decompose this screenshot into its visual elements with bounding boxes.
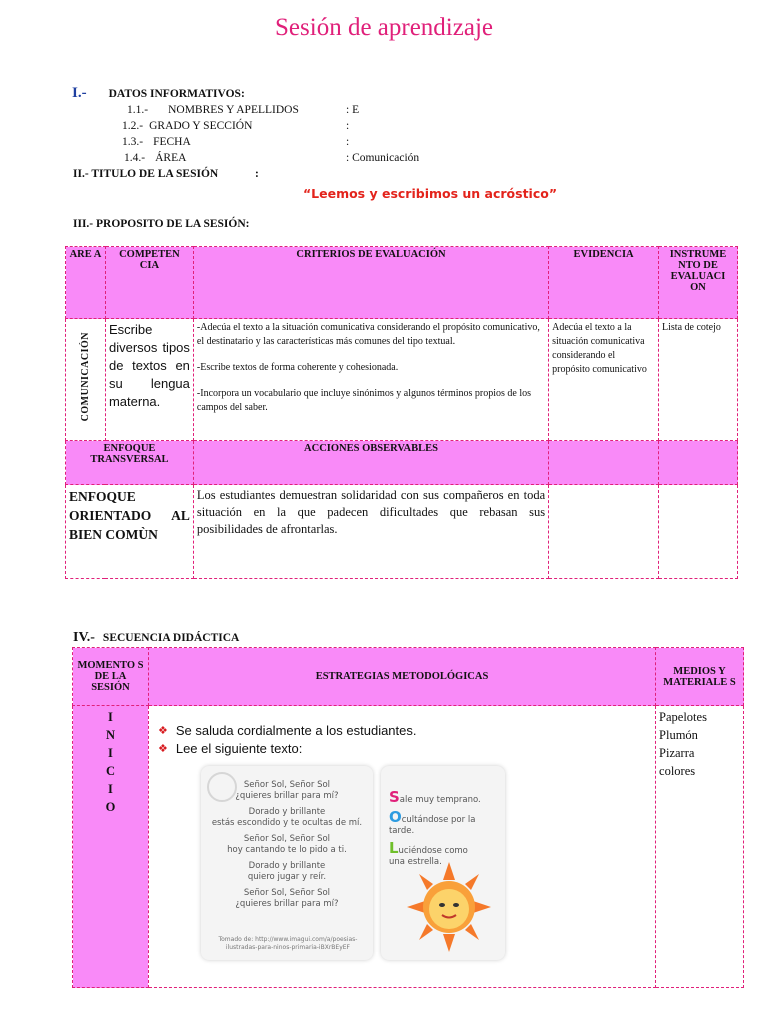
area-cell bbox=[66, 319, 106, 441]
titulo-label: II.- TITULO DE LA SESIÓN bbox=[73, 168, 219, 180]
header-acciones: ACCIONES OBSERVABLES bbox=[193, 441, 548, 485]
area-value: COMUNICACIÓN bbox=[79, 332, 91, 422]
materiales-cell bbox=[656, 706, 744, 988]
diamond-bullet-icon: ❖ bbox=[157, 743, 168, 755]
header-medios: MEDIOS Y MATERIALE S bbox=[656, 648, 744, 706]
header-competencia: COMPETEN CIA bbox=[105, 247, 193, 319]
criterios-cell bbox=[193, 319, 548, 441]
datos-item-grado: 1.2.- GRADO Y SECCIÓN bbox=[122, 120, 253, 132]
secuencia-heading-num: IV.- bbox=[73, 630, 95, 645]
datos-value-grado: : bbox=[346, 120, 350, 132]
material-item: colores bbox=[659, 764, 696, 778]
secuencia-table bbox=[72, 647, 744, 988]
header-enfoque: ENFOQUE TRANSVERSAL bbox=[66, 441, 194, 485]
page-title: Sesión de aprendizaje bbox=[275, 14, 493, 41]
datos-heading-label: DATOS INFORMATIVOS: bbox=[108, 88, 245, 100]
datos-item-fecha: 1.3.- FECHA bbox=[122, 136, 191, 148]
datos-value-area: : Comunicación bbox=[346, 152, 420, 164]
poem-card bbox=[201, 766, 373, 960]
datos-value-fecha: : bbox=[346, 136, 350, 148]
session-title: “Leemos y escribimos un acróstico” bbox=[302, 186, 558, 201]
criterio-1: -Adecúa el texto a la situación comunicativa considerando el propósito comunicativo, el destinatario y las características más comunes del tipo textual. bbox=[196, 322, 540, 347]
blank-cell-2 bbox=[659, 485, 738, 579]
diamond-bullet-icon: ❖ bbox=[157, 725, 168, 737]
header-instrumento: INSTRUME NTO DE EVALUACI ON bbox=[659, 247, 738, 319]
poem-credit: Tomado de: http://www.imagui.com/a/poesias-ilustradas-para-ninos-primaria-iBXrBEyEF bbox=[218, 936, 358, 951]
poem-text: Señor Sol, Señor Sol ¿quieres brillar para mí? Dorado y brillante estás escondido y te ocultas de mí. Señor Sol, Señor Sol hoy cantando te lo pido a ti. Dorado y brillante quiero jugar y reír. Señor Sol, Señor Sol ¿quieres brillar para mí? bbox=[211, 780, 363, 909]
competencia-value: Escribe diversos tipos de textos en su lengua materna. bbox=[105, 319, 193, 441]
datos-heading-num: I.- bbox=[72, 85, 87, 101]
list-item: ❖ Lee el siguiente texto: bbox=[157, 741, 303, 756]
enfoque-value: ENFOQUE ORIENTADO AL BIEN COMÙN bbox=[66, 485, 194, 579]
material-item: Plumón bbox=[659, 728, 698, 742]
datos-heading bbox=[72, 84, 245, 102]
secuencia-heading bbox=[73, 628, 239, 646]
proposito-label: III.- PROPOSITO DE LA SESIÓN: bbox=[73, 218, 250, 230]
instrumento-value: Lista de cotejo bbox=[659, 319, 738, 441]
acrostic-text: Sale muy temprano. Ocultándose por la tarde. Luciéndose como una estrella. bbox=[388, 788, 481, 867]
secuencia-heading-label: SECUENCIA DIDÁCTICA bbox=[102, 632, 240, 644]
estrategias-cell bbox=[148, 706, 655, 988]
titulo-colon: : bbox=[255, 168, 259, 180]
acrostic-card bbox=[381, 766, 505, 960]
datos-value-nombres: : E bbox=[346, 104, 360, 116]
header-area: ARE A bbox=[66, 247, 106, 319]
header-momentos: MOMENTO S DE LA SESIÓN bbox=[73, 648, 149, 706]
sun-face-icon bbox=[407, 862, 491, 952]
criterio-2: -Escribe textos de forma coherente y cohesionada. bbox=[196, 362, 399, 373]
blank-cell-1 bbox=[549, 485, 659, 579]
criterio-3: -Incorpora un vocabulario que incluye sinónimos y algunos términos propios de los campos del saber. bbox=[196, 388, 532, 413]
proposito-table bbox=[65, 246, 738, 579]
header-blank-2 bbox=[659, 441, 738, 485]
datos-item-nombres: 1.1.- NOMBRES Y APELLIDOS bbox=[127, 104, 299, 116]
header-blank-1 bbox=[549, 441, 659, 485]
datos-item-area: 1.4.- ÁREA bbox=[124, 152, 187, 164]
material-item: Papelotes bbox=[659, 710, 707, 724]
inicio-cell: I N I C I O bbox=[73, 706, 149, 988]
header-criterios: CRITERIOS DE EVALUACIÓN bbox=[193, 247, 548, 319]
list-item: ❖ Se saluda cordialmente a los estudiantes. bbox=[157, 723, 417, 738]
evidencia-value: Adecúa el texto a la situación comunicativa considerando el propósito comunicativo bbox=[549, 319, 659, 441]
bullet-list bbox=[158, 722, 652, 758]
acciones-value: Los estudiantes demuestran solidaridad con sus compañeros en toda situación en la que padecen dificultades que rebasan sus posibilidades de afrontarlas. bbox=[193, 485, 548, 579]
header-estrategias: ESTRATEGIAS METODOLÓGICAS bbox=[148, 648, 655, 706]
material-item: Pizarra bbox=[659, 746, 695, 760]
header-evidencia: EVIDENCIA bbox=[549, 247, 659, 319]
